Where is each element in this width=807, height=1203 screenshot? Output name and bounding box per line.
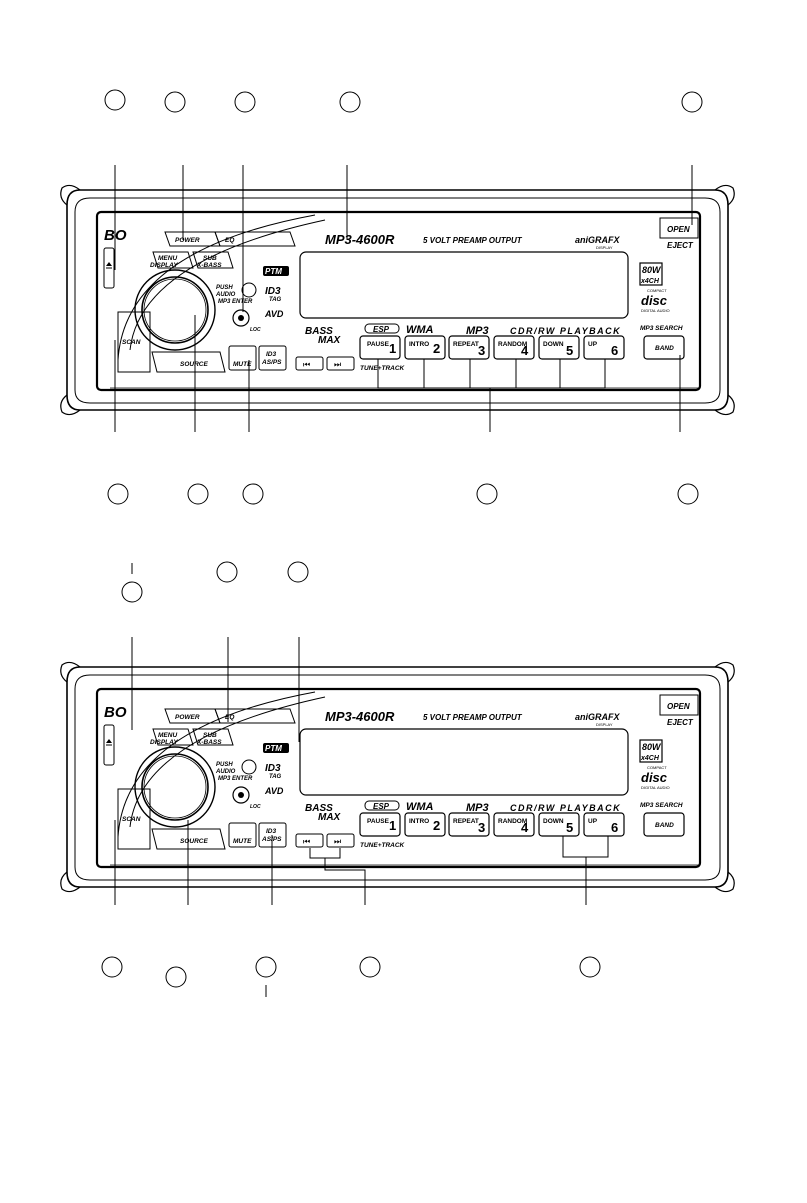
faceplate-top xyxy=(61,185,734,414)
open-button[interactable]: OPEN xyxy=(667,225,690,234)
callouts-top xyxy=(105,90,702,312)
ptm-logo: PTM xyxy=(265,267,282,276)
digital-audio-label: DIGITAL AUDIO xyxy=(641,308,670,313)
callout-circle xyxy=(102,957,122,977)
scan-button[interactable]: SCAN xyxy=(122,339,141,346)
preset-3-label: REPEAT xyxy=(453,818,479,825)
open-button[interactable]: OPEN xyxy=(667,702,690,711)
display-label[interactable]: DISPLAY xyxy=(150,739,178,746)
band-button[interactable]: BAND xyxy=(655,345,674,352)
max-logo: MAX xyxy=(318,335,341,346)
avd-logo: AVD xyxy=(265,786,284,796)
wma-logo: WMA xyxy=(406,801,434,813)
preset-2-num[interactable]: 2 xyxy=(433,341,441,356)
callout-circle xyxy=(360,957,380,977)
preset-5-label: DOWN xyxy=(543,341,564,348)
preamp-tagline: 5 VOLT PREAMP OUTPUT xyxy=(423,236,522,245)
callout-circle xyxy=(188,484,208,504)
preset-1-label: PAUSE xyxy=(367,818,389,825)
menu-label[interactable]: MENU xyxy=(158,255,178,262)
preset-2-label: INTRO xyxy=(409,341,430,348)
callout-circle xyxy=(340,92,360,112)
ptm-logo: PTM xyxy=(265,744,282,753)
prev-track-icon[interactable]: ⏮ xyxy=(303,837,311,846)
preset-2-label: INTRO xyxy=(409,818,430,825)
preset-1-num[interactable]: 1 xyxy=(389,341,397,356)
sub-label[interactable]: SUB xyxy=(203,732,217,739)
callout-circle xyxy=(678,484,698,504)
anigrafx-logo: aniGRAFX xyxy=(575,712,620,722)
xbass-label[interactable]: X-BASS xyxy=(197,739,222,746)
compact-label: COMPACT xyxy=(647,765,667,770)
tune-track-label: TUNE+TRACK xyxy=(360,365,405,372)
callout-circle xyxy=(108,484,128,504)
callout-circle xyxy=(217,562,237,582)
watt-badge: 80W xyxy=(642,265,661,275)
preset-5-label: DOWN xyxy=(543,818,564,825)
wma-logo: WMA xyxy=(406,324,434,336)
mp3-logo: MP3 xyxy=(466,325,489,337)
asps-button[interactable]: AS/PS xyxy=(262,836,282,843)
bass-logo: BASS xyxy=(305,803,333,814)
callout-circle xyxy=(256,957,276,977)
esp-logo: ESP xyxy=(373,802,390,811)
preamp-tagline: 5 VOLT PREAMP OUTPUT xyxy=(423,713,522,722)
model-name: MP3-4600R xyxy=(325,232,395,247)
preset-4-num[interactable]: 4 xyxy=(521,820,529,835)
disc-logo: disc xyxy=(641,293,668,308)
preset-2-num[interactable]: 2 xyxy=(433,818,441,833)
tune-track-label: TUNE+TRACK xyxy=(360,842,405,849)
preset-5-num[interactable]: 5 xyxy=(566,820,574,835)
watt-sub: x4CH xyxy=(641,755,659,762)
bracket-line xyxy=(563,836,608,857)
callout-circle xyxy=(166,967,186,987)
eject-label: EJECT xyxy=(667,718,693,727)
callout-circle xyxy=(288,562,308,582)
power-button[interactable]: POWER xyxy=(175,714,200,721)
menu-label[interactable]: MENU xyxy=(158,732,178,739)
anigrafx-sub: DISPLAY xyxy=(596,245,613,250)
mute-button[interactable]: MUTE xyxy=(233,361,252,368)
xbass-label[interactable]: X-BASS xyxy=(197,262,222,269)
esp-logo: ESP xyxy=(373,325,390,334)
push-label: PUSH xyxy=(216,762,233,768)
id3-button[interactable]: ID3 xyxy=(266,351,277,358)
anigrafx-sub: DISPLAY xyxy=(596,722,613,727)
source-button[interactable]: SOURCE xyxy=(180,838,208,845)
avd-logo: AVD xyxy=(265,309,284,319)
mp3-logo: MP3 xyxy=(466,802,489,814)
next-track-icon[interactable]: ⏭ xyxy=(334,837,342,846)
cdrw-playback: CDR/RW PLAYBACK xyxy=(510,803,622,813)
bass-logo: BASS xyxy=(305,326,333,337)
preset-6-num[interactable]: 6 xyxy=(611,343,619,358)
mp3-search-label: MP3 SEARCH xyxy=(640,802,683,809)
brand-logo: BO xyxy=(104,227,127,244)
tag-logo: TAG xyxy=(269,774,282,780)
prev-track-icon[interactable]: ⏮ xyxy=(303,360,311,369)
compact-label: COMPACT xyxy=(647,288,667,293)
id3-logo: ID3 xyxy=(265,763,281,774)
preset-3-label: REPEAT xyxy=(453,341,479,348)
digital-audio-label: DIGITAL AUDIO xyxy=(641,785,670,790)
cdrw-playback: CDR/RW PLAYBACK xyxy=(510,326,622,336)
id3-button[interactable]: ID3 xyxy=(266,828,277,835)
display-label[interactable]: DISPLAY xyxy=(150,262,178,269)
max-logo: MAX xyxy=(318,812,341,823)
sub-label[interactable]: SUB xyxy=(203,255,217,262)
callout-circle xyxy=(682,92,702,112)
eject-label: EJECT xyxy=(667,241,693,250)
scan-button[interactable]: SCAN xyxy=(122,816,141,823)
loc-label: LOC xyxy=(250,327,261,333)
mp3-enter-label: MP3 ENTER xyxy=(218,776,253,782)
preset-6-label: UP xyxy=(588,818,598,825)
preset-1-num[interactable]: 1 xyxy=(389,818,397,833)
preset-4-label: RANDOM xyxy=(498,818,528,825)
brand-logo: BO xyxy=(104,704,127,721)
power-button[interactable]: POWER xyxy=(175,237,200,244)
mute-button[interactable]: MUTE xyxy=(233,838,252,845)
callouts-top-2 xyxy=(122,562,308,742)
mp3-search-label: MP3 SEARCH xyxy=(640,325,683,332)
callout-circle xyxy=(477,484,497,504)
eq-button[interactable]: EQ xyxy=(225,237,235,244)
callout-circle xyxy=(243,484,263,504)
bracket-line xyxy=(310,848,340,858)
push-label: PUSH xyxy=(216,285,233,291)
callout-circle xyxy=(105,90,125,110)
band-button[interactable]: BAND xyxy=(655,822,674,829)
mp3-enter-label: MP3 ENTER xyxy=(218,299,253,305)
callout-circle xyxy=(165,92,185,112)
eq-button[interactable]: EQ xyxy=(225,714,235,721)
preset-1-label: PAUSE xyxy=(367,341,389,348)
faceplate-bottom xyxy=(61,662,734,891)
preset-6-label: UP xyxy=(588,341,598,348)
preset-4-num[interactable]: 4 xyxy=(521,343,529,358)
model-name: MP3-4600R xyxy=(325,709,395,724)
audio-label: AUDIO xyxy=(216,769,236,775)
source-button[interactable]: SOURCE xyxy=(180,361,208,368)
callout-circle xyxy=(580,957,600,977)
watt-badge: 80W xyxy=(642,742,661,752)
preset-4-label: RANDOM xyxy=(498,341,528,348)
tag-logo: TAG xyxy=(269,297,282,303)
watt-sub: x4CH xyxy=(641,278,659,285)
disc-logo: disc xyxy=(641,770,668,785)
preset-3-num[interactable]: 3 xyxy=(478,343,486,358)
preset-5-num[interactable]: 5 xyxy=(566,343,574,358)
callouts-bottom-2 xyxy=(102,820,608,997)
callout-circle xyxy=(235,92,255,112)
id3-logo: ID3 xyxy=(265,286,281,297)
audio-label: AUDIO xyxy=(216,292,236,298)
bracket-line xyxy=(378,359,605,388)
preset-3-num[interactable]: 3 xyxy=(478,820,486,835)
callout-circle xyxy=(122,582,142,602)
loc-label: LOC xyxy=(250,804,261,810)
next-track-icon[interactable]: ⏭ xyxy=(334,360,342,369)
asps-button[interactable]: AS/PS xyxy=(262,359,282,366)
preset-6-num[interactable]: 6 xyxy=(611,820,619,835)
anigrafx-logo: aniGRAFX xyxy=(575,235,620,245)
